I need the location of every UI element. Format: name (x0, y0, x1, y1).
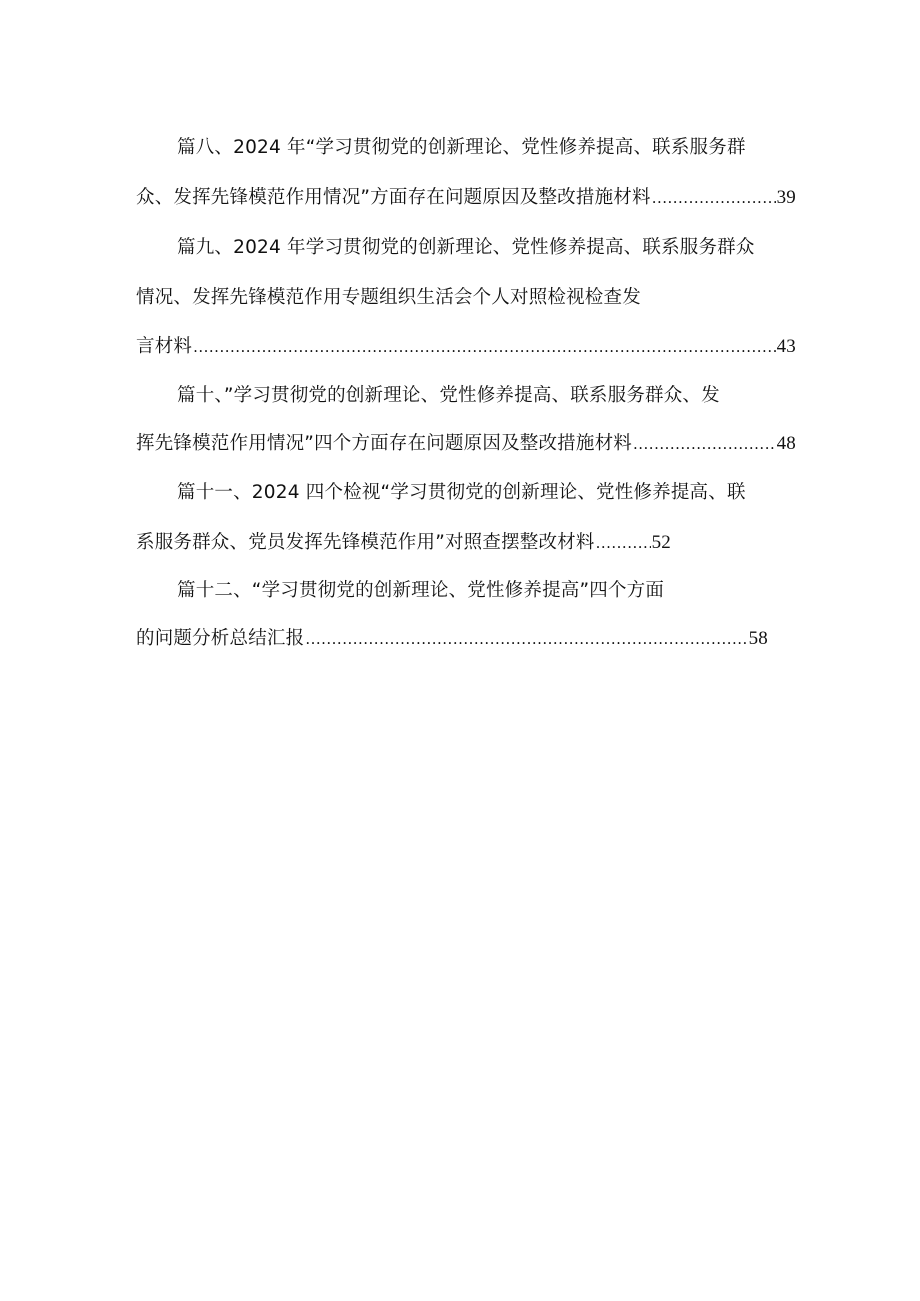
dot-leader (305, 619, 747, 659)
toc-entry-12-text: 的问题分析总结汇报 (136, 628, 305, 649)
dot-leader (596, 523, 651, 563)
toc-entry-12-line-2 (136, 619, 768, 659)
dot-leader (193, 327, 775, 367)
toc-entry-10-page-number: 48 (776, 433, 796, 454)
toc-entry-12-page-number: 58 (748, 628, 768, 649)
toc-entry-8-line-1: 篇八、2024 年“学习贯彻党的创新理论、党性修养提高、联系服务群 (177, 137, 746, 158)
toc-entry-11-text: 系服务群众、党员发挥先锋模范作用”对照查摆整改材料 (136, 532, 595, 553)
toc-entry-11-line-2 (136, 523, 671, 563)
toc-entry-9-line-3 (136, 327, 796, 367)
dot-leader (633, 424, 776, 464)
toc-entry-10-line-1: 篇十、”学习贯彻党的创新理论、党性修养提高、联系服务群众、发 (177, 385, 720, 406)
toc-entry-11-page-number: 52 (651, 532, 671, 553)
toc-entry-9-line-1: 篇九、2024 年学习贯彻党的创新理论、党性修养提高、联系服务群众 (177, 237, 755, 258)
toc-entry-8-line-2 (136, 178, 796, 218)
toc-entry-9-page-number: 43 (776, 336, 796, 357)
dot-leader (652, 178, 776, 218)
toc-entry-11-line-1: 篇十一、2024 四个检视“学习贯彻党的创新理论、党性修养提高、联 (177, 482, 746, 503)
toc-entry-12-line-1: 篇十二、“学习贯彻党的创新理论、党性修养提高”四个方面 (177, 580, 665, 601)
toc-entry-8-page-number: 39 (776, 187, 796, 208)
toc-entry-8-text: 众、发挥先锋模范作用情况”方面存在问题原因及整改措施材料 (136, 187, 651, 208)
toc-entry-9-line-2: 情况、发挥先锋模范作用专题组织生活会个人对照检视检查发 (136, 287, 641, 308)
toc-entry-9-text: 言材料 (136, 336, 193, 357)
toc-entry-10-line-2 (136, 424, 796, 464)
toc-entry-10-text: 挥先锋模范作用情况”四个方面存在问题原因及整改措施材料 (136, 433, 632, 454)
